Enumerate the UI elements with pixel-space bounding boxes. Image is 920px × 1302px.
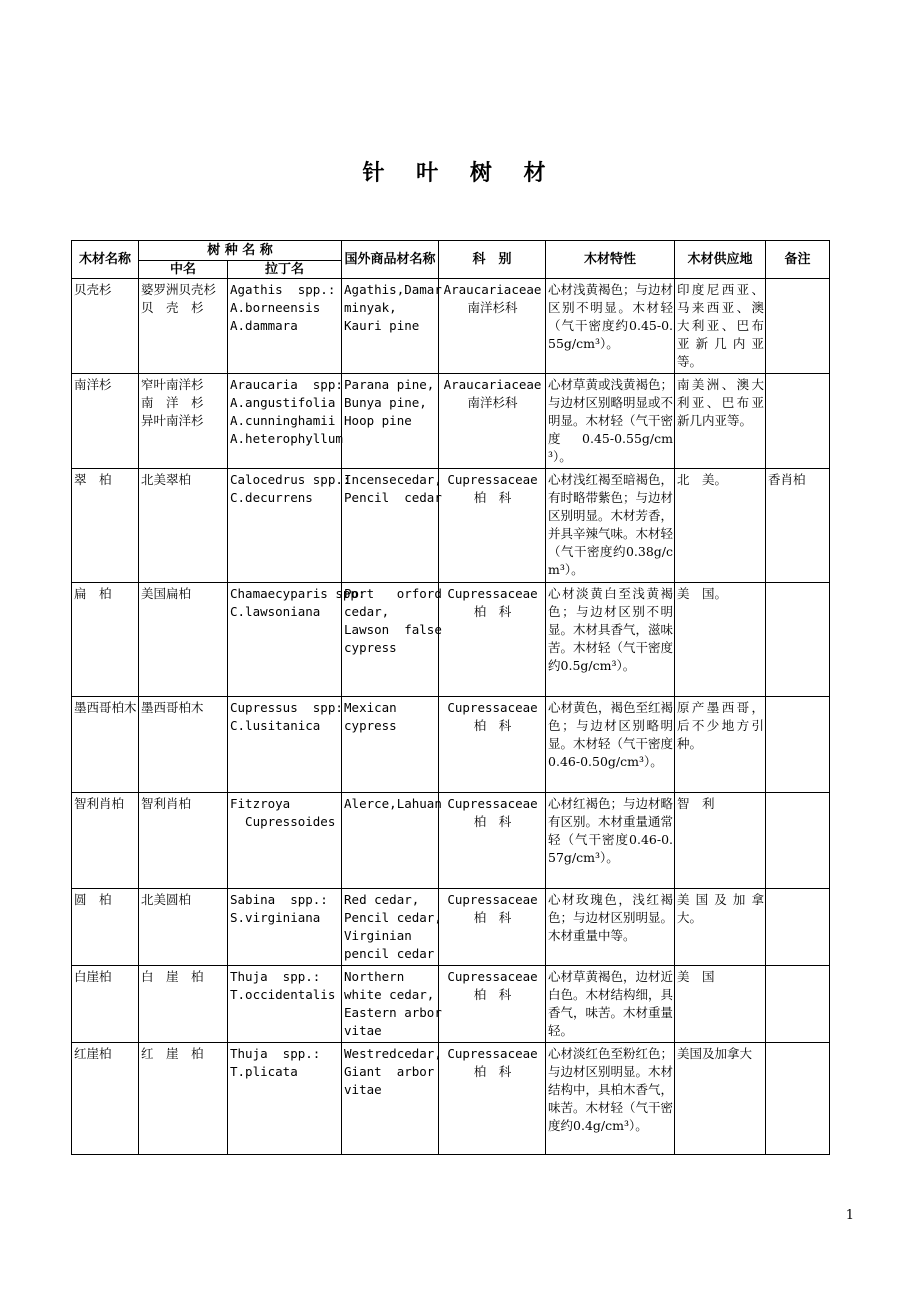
latin-line: C.decurrens	[230, 490, 313, 505]
cn-name-cell	[139, 583, 228, 697]
wood-name-cell: 白崖柏	[72, 966, 139, 1043]
trade-line: cedar,	[344, 604, 390, 619]
cn-line: 红 崖 柏	[141, 1046, 204, 1061]
family-line: Araucariaceae	[443, 282, 542, 297]
latin-line: Sabina spp.:	[230, 892, 328, 907]
trade-line: Hoop pine	[344, 413, 412, 428]
latin-line: S.virginiana	[230, 910, 321, 925]
trade-line: Agathis,Damar	[344, 282, 442, 297]
trade-name-cell	[342, 374, 439, 469]
latin-line: A.heterophyllum	[230, 431, 343, 446]
latin-line: Cupressus spp:	[230, 700, 343, 715]
trade-name-cell	[342, 583, 442, 697]
cn-line: 婆罗洲贝壳杉	[141, 282, 217, 297]
latin-name-cell	[228, 1043, 342, 1155]
family-cell	[439, 583, 546, 697]
trade-line: Alerce,Lahuan	[344, 796, 442, 811]
family-line: 南洋杉科	[467, 395, 518, 410]
trade-line: pencil cedar	[344, 946, 435, 961]
family-line: Araucariaceae	[443, 377, 542, 392]
trade-line: minyak,	[344, 300, 397, 315]
supply-cell: 北 美。	[675, 469, 766, 583]
latin-line: Araucaria spp:	[230, 377, 343, 392]
cn-line: 美国扁柏	[141, 586, 192, 601]
latin-name-cell	[228, 966, 342, 1043]
page-title: 针 叶 树 材	[362, 161, 558, 186]
trade-line: Kauri pine	[344, 318, 420, 333]
trade-line: Eastern arbor	[344, 1005, 442, 1020]
family-line: 南洋杉科	[467, 300, 518, 315]
header-species: 树 种 名 称	[139, 241, 342, 261]
supply-cell: 美国及加拿大。	[675, 889, 766, 966]
remark-cell	[766, 1043, 830, 1155]
header-properties: 木材特性	[546, 241, 675, 279]
trade-line: Mexican	[344, 700, 397, 715]
latin-name-cell	[228, 583, 366, 697]
family-line: 柏 科	[473, 987, 512, 1002]
family-line: Cupressaceae	[447, 796, 538, 811]
cn-name-cell	[139, 374, 228, 469]
remark-cell	[766, 374, 830, 469]
properties-cell: 心材黄色，褐色至红褐色；与边材区别略明显。木材轻（气干密度0.46-0.50g/cm³）。	[546, 697, 675, 793]
table-row	[72, 793, 830, 889]
family-line: Cupressaceae	[447, 586, 538, 601]
supply-cell: 美 国。	[675, 583, 766, 697]
trade-line: vitae	[344, 1023, 382, 1038]
wood-name-cell: 智利肖柏	[72, 793, 139, 889]
family-line: 柏 科	[473, 604, 512, 619]
latin-line: A.borneensis	[230, 300, 321, 315]
cn-line: 南 洋 杉	[141, 395, 204, 410]
trade-line: vitae	[344, 1082, 382, 1097]
latin-line: C.lusitanica	[230, 718, 321, 733]
properties-cell: 心材红褐色；与边材略有区别。木材重量通常轻（气干密度0.46-0.57g/cm³）。	[546, 793, 675, 889]
trade-line: Pencil cedar,	[344, 910, 442, 925]
trade-line: Red cedar,	[344, 892, 420, 907]
table-row	[72, 1043, 830, 1155]
family-line: 柏 科	[473, 490, 512, 505]
cn-name-cell	[139, 279, 228, 374]
trade-name-cell	[342, 279, 442, 374]
latin-line: A.dammara	[230, 318, 298, 333]
trade-name-cell	[342, 966, 442, 1043]
properties-cell: 心材淡黄白至浅黄褐色；与边材区别不明显。木材具香气，滋味苦。木材轻（气干密度约0.5g/cm³）。	[546, 583, 675, 697]
cn-name-cell	[139, 1043, 228, 1155]
family-line: 柏 科	[473, 1064, 512, 1079]
cn-line: 墨西哥柏木	[141, 700, 204, 715]
latin-line: Cupressoides	[230, 814, 336, 829]
header-supply: 木材供应地	[675, 241, 766, 279]
wood-name-cell: 扁 柏	[72, 583, 139, 697]
cn-name-cell	[139, 966, 228, 1043]
cn-name-cell	[139, 793, 228, 889]
trade-line: cypress	[344, 718, 397, 733]
trade-line: Incensecedar,	[344, 472, 442, 487]
family-cell	[439, 279, 546, 374]
latin-line: Thuja spp.:	[230, 1046, 321, 1061]
wood-name-cell: 圆 柏	[72, 889, 139, 966]
supply-cell: 印度尼西亚、马来西亚、澳大利亚、巴布亚新几内亚等。	[675, 279, 766, 374]
trade-name-cell	[342, 1043, 442, 1155]
cn-line: 贝 壳 杉	[141, 300, 204, 315]
table-row	[72, 469, 830, 583]
remark-cell	[766, 279, 830, 374]
table-row	[72, 966, 830, 1043]
supply-cell: 原产墨西哥，后不少地方引种。	[675, 697, 766, 793]
trade-line: Giant arbor	[344, 1064, 435, 1079]
trade-line: cypress	[344, 640, 397, 655]
family-cell	[439, 1043, 546, 1155]
remark-cell	[766, 583, 830, 697]
properties-cell: 心材玫瑰色，浅红褐色；与边材区别明显。木材重量中等。	[546, 889, 675, 966]
trade-name-cell	[342, 697, 439, 793]
cn-line: 智利肖柏	[141, 796, 192, 811]
family-line: 柏 科	[473, 910, 512, 925]
trade-line: Parana pine,	[344, 377, 435, 392]
trade-line: Port orford	[344, 586, 442, 601]
trade-name-cell	[342, 793, 442, 889]
trade-line: Westredcedar,	[344, 1046, 442, 1061]
wood-table	[71, 240, 830, 1155]
cn-name-cell	[139, 889, 228, 966]
latin-name-cell	[228, 697, 342, 793]
latin-name-cell	[228, 374, 342, 469]
cn-line: 异叶南洋杉	[141, 413, 204, 428]
table-row	[72, 697, 830, 793]
remark-cell	[766, 697, 830, 793]
cn-line: 北美翠柏	[141, 472, 192, 487]
wood-name-cell: 红崖柏	[72, 1043, 139, 1155]
family-cell	[439, 889, 546, 966]
family-cell	[439, 469, 546, 583]
family-line: Cupressaceae	[447, 969, 538, 984]
properties-cell: 心材淡红色至粉红色；与边材区别明显。木材结构中，具柏木香气，味苦。木材轻（气干密度约0.4g/cm³）。	[546, 1043, 675, 1155]
family-line: Cupressaceae	[447, 1046, 538, 1061]
family-line: 柏 科	[473, 718, 512, 733]
latin-name-cell	[228, 889, 342, 966]
table-row	[72, 279, 830, 374]
family-cell	[439, 374, 546, 469]
latin-line: C.lawsoniana	[230, 604, 321, 619]
wood-name-cell: 南洋杉	[72, 374, 139, 469]
trade-name-cell	[342, 469, 442, 583]
cn-name-cell	[139, 469, 228, 583]
supply-cell: 美国及加拿大	[675, 1043, 766, 1155]
family-line: 柏 科	[473, 814, 512, 829]
table-row	[72, 889, 830, 966]
supply-cell: 智 利	[675, 793, 766, 889]
cn-line: 北美圆柏	[141, 892, 192, 907]
header-cn-name: 中名	[139, 261, 228, 279]
latin-line: Agathis spp.:	[230, 282, 336, 297]
family-line: Cupressaceae	[447, 892, 538, 907]
cn-name-cell	[139, 697, 228, 793]
family-cell	[439, 697, 546, 793]
supply-cell: 南美洲、澳大利亚、巴布亚新几内亚等。	[675, 374, 766, 469]
wood-name-cell: 翠 柏	[72, 469, 139, 583]
family-line: Cupressaceae	[447, 472, 538, 487]
trade-line: Virginian	[344, 928, 412, 943]
remark-cell	[766, 966, 830, 1043]
remark-cell: 香肖柏	[766, 469, 830, 583]
trade-name-cell	[342, 889, 442, 966]
latin-name-cell	[228, 793, 342, 889]
properties-cell: 心材浅红褐至暗褐色，有时略带紫色；与边材区别明显。木材芳香，并具辛辣气味。木材轻（气干密度约0.38g/cm³）。	[546, 469, 675, 583]
wood-name-cell: 贝壳杉	[72, 279, 139, 374]
cn-line: 窄叶南洋杉	[141, 377, 204, 392]
trade-line: Bunya pine,	[344, 395, 427, 410]
wood-name-cell: 墨西哥柏木	[72, 697, 139, 793]
trade-line: Northern	[344, 969, 405, 984]
header-latin-name: 拉丁名	[228, 261, 342, 279]
trade-line: white cedar,	[344, 987, 435, 1002]
latin-line: T.occidentalis	[230, 987, 336, 1002]
family-cell	[439, 966, 546, 1043]
header-remarks: 备注	[766, 241, 830, 279]
latin-line: A.angustifolia	[230, 395, 336, 410]
latin-line: Calocedrus spp.:	[230, 472, 351, 487]
header-wood-name: 木材名称	[72, 241, 139, 279]
table-row	[72, 583, 830, 697]
latin-line: Chamaecyparis spp:	[230, 586, 366, 601]
header-trade-name: 国外商品材名称	[342, 241, 439, 279]
properties-cell: 心材浅黄褐色；与边材区别不明显。木材轻（气干密度约0.45-0.55g/cm³）。	[546, 279, 675, 374]
remark-cell	[766, 793, 830, 889]
family-cell	[439, 793, 546, 889]
family-line: Cupressaceae	[447, 700, 538, 715]
properties-cell: 心材草黄褐色，边材近白色。木材结构细，具香气，味苦。木材重量轻。	[546, 966, 675, 1043]
header-family: 科 别	[439, 241, 546, 279]
table-row	[72, 374, 830, 469]
latin-line: A.cunninghamii	[230, 413, 336, 428]
trade-line: Lawson false	[344, 622, 442, 637]
latin-line: T.plicata	[230, 1064, 298, 1079]
latin-name-cell	[228, 279, 342, 374]
supply-cell: 美 国	[675, 966, 766, 1043]
page-number: 1	[845, 1208, 854, 1223]
latin-name-cell	[228, 469, 351, 583]
latin-line: Fitzroya	[230, 796, 291, 811]
properties-cell: 心材草黄或浅黄褐色；与边材区别略明显或不明显。木材轻（气干密度0.45-0.55g/cm³）。	[546, 374, 675, 469]
remark-cell	[766, 889, 830, 966]
latin-line: Thuja spp.:	[230, 969, 321, 984]
trade-line: Pencil cedar	[344, 490, 442, 505]
cn-line: 白 崖 柏	[141, 969, 204, 984]
